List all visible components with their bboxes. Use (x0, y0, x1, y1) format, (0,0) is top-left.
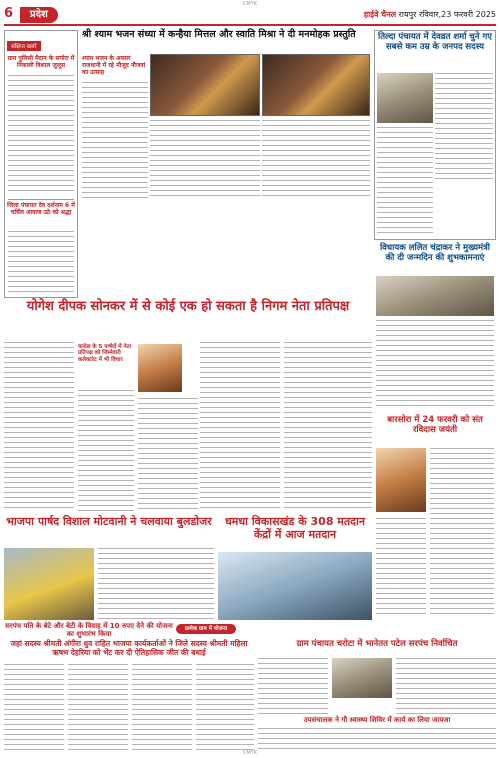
paper-city: रायपुर (398, 10, 417, 19)
right-top-headline: तिल्दा पंचायत में देवव्रत शर्मा चुने गए सबसे कम उम्र के जनपद सदस्य (378, 32, 492, 52)
paper-name: हाईवे (363, 10, 379, 19)
top-story-text-col1 (82, 82, 148, 200)
bottom-left-text-4 (196, 664, 254, 750)
masthead (364, 9, 496, 20)
brief-text-2 (8, 231, 74, 295)
right-mid-headline: विधायक ललित चंद्राकर ने मुख्यमंत्री की दी जन्मदिन की शुभकामनाएं (379, 243, 491, 263)
mid-story-text-col3 (138, 398, 198, 512)
brief-title-2: जिला पंचायत देव दर्शनाम 6 में चर्चिल आवाज उठे को श्रद्धा (7, 202, 75, 216)
bottom-left-headline: जहां सदस्य श्रीमती अंगीरा धुव राहित भाजपा कार्यकर्ताओं ने जिले सदस्य श्रीमती महिला ऋषभ देहरिया को भेंट कर दी ऐतिहासिक जीत की बधाई (10, 639, 248, 657)
paper-date: रविवार,23 फरवरी 2025 (419, 10, 496, 19)
page-header (4, 6, 496, 26)
top-story-text-col2 (150, 120, 260, 200)
saint-photo (376, 448, 426, 512)
bottom-right-headline: ग्राम पंचायत चरोटा में भानेतत पटेल सरपंच निर्वाचित (296, 639, 458, 649)
bulldozer-photo (4, 548, 94, 620)
shadi-headline: सरपंच पति के बेटे और बेटी के विवाह में 10 रुपए देने की योजना का शुभारंभ किया (5, 622, 173, 639)
right-low-box (374, 414, 496, 620)
section-title: प्रदेश (20, 7, 58, 23)
cmyk-marker-bottom: CMYK (242, 750, 258, 756)
concert-photo-1 (150, 54, 260, 116)
brief-tag: संक्षिप्त खबरें (7, 41, 41, 51)
bottom-strip-text (258, 728, 496, 750)
left-brief-column (4, 30, 78, 298)
bottom-left-text-1 (4, 664, 64, 750)
bottom-left-text-3 (132, 664, 192, 750)
mid-story-text-col2 (78, 390, 134, 512)
right-top-box (374, 30, 496, 240)
right-top-text (435, 73, 493, 183)
top-story-subheadline: श्याम भजन के अवसर राजधानी में रहे मौजूद नौजवां का उत्साह (82, 55, 146, 76)
right-low-text-2 (376, 518, 426, 616)
top-story-text-col3 (262, 120, 370, 200)
right-top-text-2 (377, 127, 433, 237)
bottom-right-text-2 (396, 658, 496, 714)
concert-photo-2 (262, 54, 370, 116)
right-mid-photo (376, 276, 494, 316)
mid-story-headline: योगेश दीपक सोनकर में से कोई एक हो सकता है निगम नेता प्रतिपक्ष (26, 299, 350, 314)
right-mid-box (374, 242, 496, 412)
mid-story-sub: कांग्रेस के 5 पार्षदों में नेता प्रतिपक्ष को जिम्मेवारी कलेक्टरेट में भी विचार (78, 344, 132, 363)
mid-story-box (4, 300, 372, 340)
mid-story-text-col5 (284, 342, 372, 512)
top-story-headline: श्री श्याम भजन संध्या में कन्हैया मित्तल और स्वाति मिश्रा ने दी मनमोहक प्रस्तुति (82, 29, 356, 40)
bottom-left-text-2 (68, 664, 128, 750)
bulldozer-headline: भाजपा पार्षद विशाल मोटवानी ने चलवाया बुलडोजर (6, 515, 212, 528)
brief-text-1 (8, 75, 74, 195)
person-photo-1 (138, 344, 182, 392)
right-low-text (430, 448, 494, 616)
page-number: 6 (4, 6, 14, 21)
mid-story-text-col4 (200, 342, 280, 512)
right-mid-text (376, 320, 494, 408)
right-low-headline: बारसोरा में 24 फरवरी को संत रविदास जयंती (387, 415, 483, 435)
bottom-right-photo (332, 658, 392, 698)
mid-story-text-col1 (4, 342, 74, 512)
bottom-strip-headline: उपसंचालक ने गौ स्वास्थ्य शिविर में कार्य का लिया जायजा (303, 716, 451, 724)
bulldozer-text (98, 548, 214, 620)
bottom-right-text-1 (258, 658, 328, 714)
right-top-photo (377, 73, 433, 123)
election-photo (218, 552, 372, 620)
shadi-sub: प्रत्येक ग्राम में योजना (176, 624, 236, 634)
election-headline: धमधा विकासखंड के 308 मतदान केंद्रों में आज मतदान (225, 515, 365, 541)
brief-title-1: ग्राम पुलिसी मैदान के सपोरा में निकाली विशाल जुलूस (7, 55, 75, 69)
cmyk-marker-top: CMYK (242, 1, 258, 7)
paper-name-2: चैनल (381, 10, 397, 19)
